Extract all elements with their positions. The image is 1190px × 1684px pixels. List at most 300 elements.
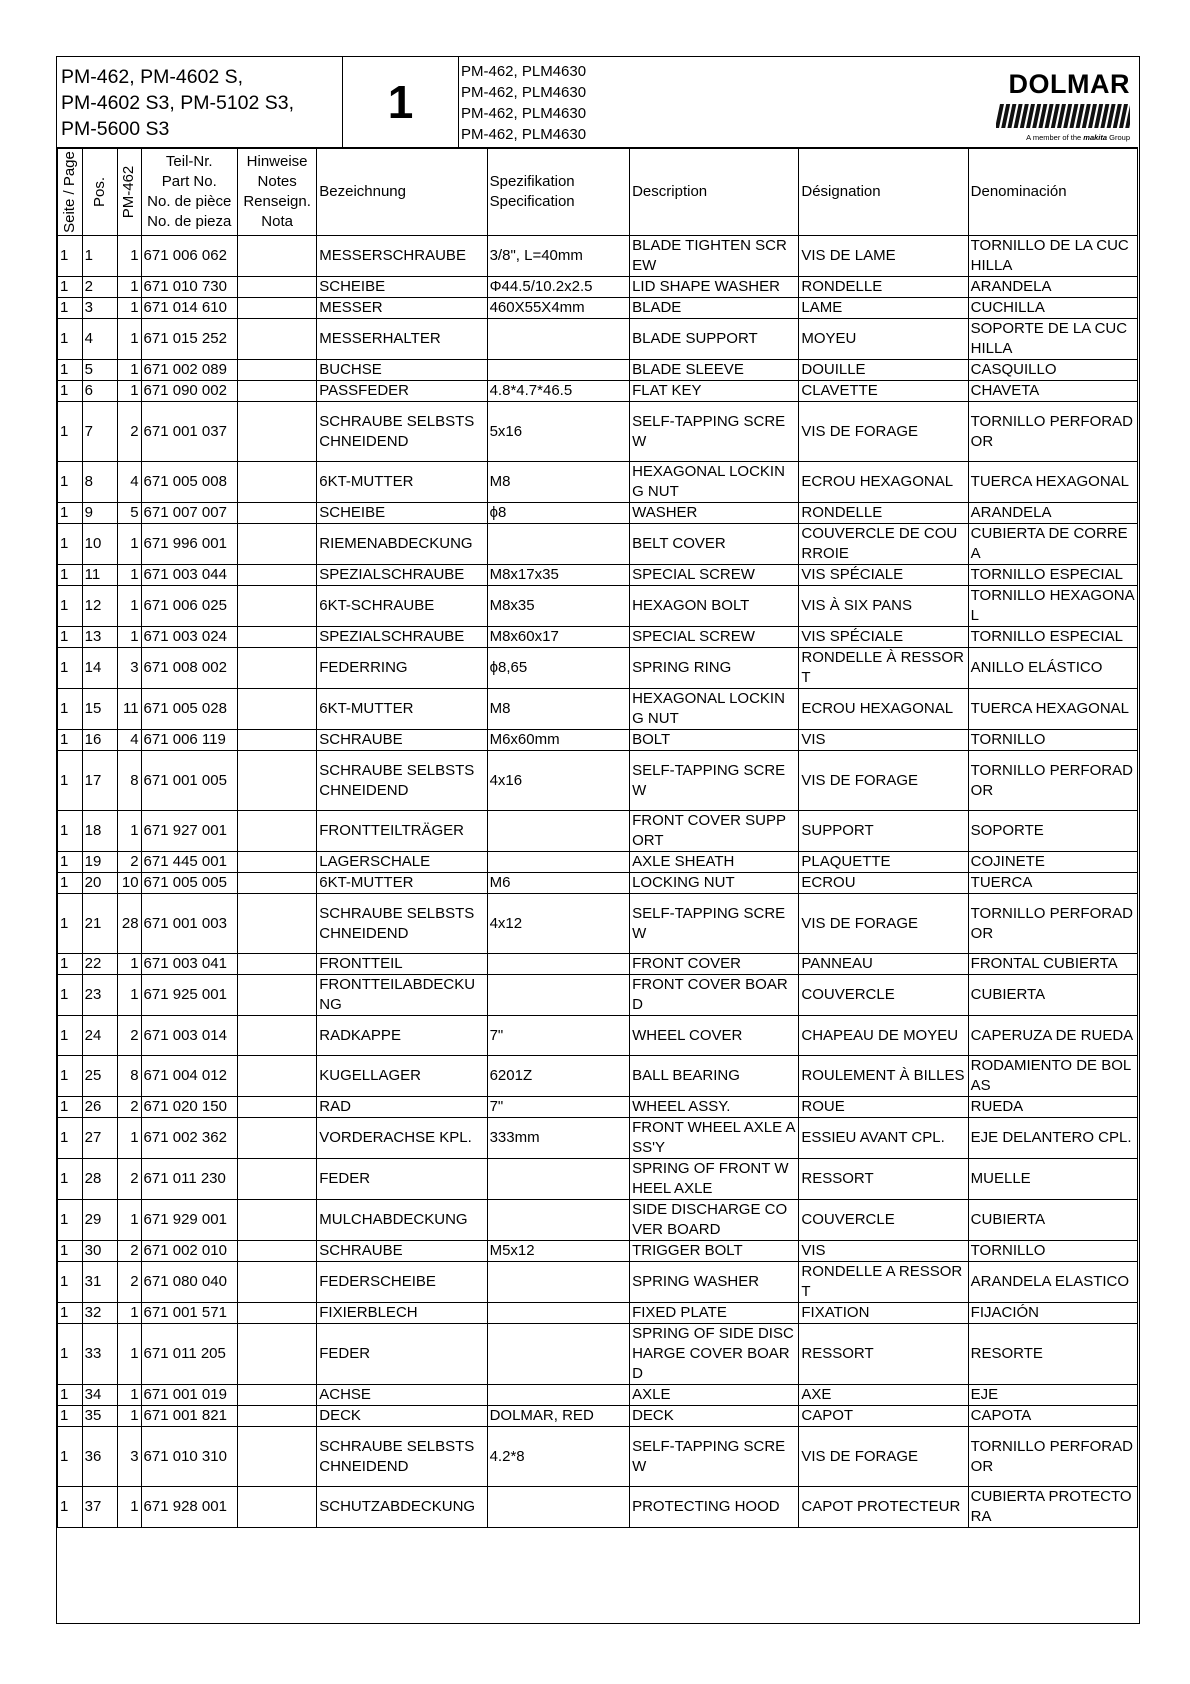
cell-notes	[237, 954, 316, 975]
cell-pos: 21	[82, 894, 117, 954]
cell-designation: RONDELLE À RESSORT	[799, 648, 968, 689]
cell-qty: 1	[117, 360, 141, 381]
table-row	[58, 1118, 1138, 1159]
cell-denominacion: CAPERUZA DE RUEDA	[968, 1016, 1137, 1056]
cell-bezeichnung: PASSFEDER	[317, 381, 487, 402]
cell-description: SPECIAL SCREW	[630, 565, 799, 586]
cell-bezeichnung: RAD	[317, 1097, 487, 1118]
cell-pos: 18	[82, 811, 117, 852]
model-line: PM-4602 S3, PM-5102 S3,	[61, 92, 295, 114]
cell-bezeichnung: SCHRAUBE SELBSTSCHNEIDEND	[317, 1427, 487, 1487]
cell-spec	[487, 1262, 630, 1303]
cell-notes	[237, 730, 316, 751]
cell-designation: VIS SPÉCIALE	[799, 565, 968, 586]
cell-part-no: 671 927 001	[141, 811, 237, 852]
cell-page: 1	[58, 1487, 83, 1528]
table-row	[58, 1385, 1138, 1406]
cell-spec: M8	[487, 689, 630, 730]
cell-bezeichnung: 6KT-MUTTER	[317, 462, 487, 503]
cell-spec: M8x60x17	[487, 627, 630, 648]
cell-designation: ROULEMENT À BILLES	[799, 1056, 968, 1097]
cell-qty: 2	[117, 852, 141, 873]
cell-designation: COUVERCLE	[799, 975, 968, 1016]
cell-qty: 1	[117, 627, 141, 648]
cell-designation: COUVERCLE DE COURROIE	[799, 524, 968, 565]
cell-notes	[237, 277, 316, 298]
cell-bezeichnung: SCHRAUBE SELBSTSCHNEIDEND	[317, 402, 487, 462]
cell-part-no: 671 005 008	[141, 462, 237, 503]
cell-description: FRONT COVER	[630, 954, 799, 975]
cell-page: 1	[58, 1241, 83, 1262]
cell-denominacion: FIJACIÓN	[968, 1303, 1137, 1324]
cell-page: 1	[58, 873, 83, 894]
cell-denominacion: TORNILLO ESPECIAL	[968, 627, 1137, 648]
cell-part-no: 671 002 362	[141, 1118, 237, 1159]
cell-bezeichnung: 6KT-MUTTER	[317, 689, 487, 730]
cell-spec: 5x16	[487, 402, 630, 462]
cell-notes	[237, 503, 316, 524]
table-row	[58, 1324, 1138, 1385]
cell-pos: 25	[82, 1056, 117, 1097]
cell-description: PROTECTING HOOD	[630, 1487, 799, 1528]
cell-page: 1	[58, 277, 83, 298]
cell-notes	[237, 319, 316, 360]
table-row	[58, 894, 1138, 954]
cell-spec: ϕ8	[487, 503, 630, 524]
plm-line: PM-462, PLM4630	[461, 126, 587, 143]
cell-qty: 1	[117, 1324, 141, 1385]
cell-spec	[487, 1200, 630, 1241]
cell-denominacion: RESORTE	[968, 1324, 1137, 1385]
table-row-empty	[58, 1528, 1138, 1552]
cell-part-no: 671 006 062	[141, 236, 237, 277]
cell-bezeichnung: SCHRAUBE SELBSTSCHNEIDEND	[317, 751, 487, 811]
cell-pos: 4	[82, 319, 117, 360]
cell-notes	[237, 1200, 316, 1241]
cell-designation: MOYEU	[799, 319, 968, 360]
cell-denominacion: TUERCA	[968, 873, 1137, 894]
cell-part-no: 671 003 014	[141, 1016, 237, 1056]
cell-bezeichnung: RIEMENABDECKUNG	[317, 524, 487, 565]
cell-description: FRONT COVER BOARD	[630, 975, 799, 1016]
cell-qty: 1	[117, 811, 141, 852]
cell-pos: 19	[82, 852, 117, 873]
cell-bezeichnung: ACHSE	[317, 1385, 487, 1406]
cell-description: FIXED PLATE	[630, 1303, 799, 1324]
cell-spec	[487, 360, 630, 381]
cell-page: 1	[58, 1097, 83, 1118]
cell-bezeichnung: FEDER	[317, 1159, 487, 1200]
cell-qty: 1	[117, 236, 141, 277]
cell-designation: PANNEAU	[799, 954, 968, 975]
cell-notes	[237, 1406, 316, 1427]
cell-bezeichnung: DECK	[317, 1406, 487, 1427]
cell-bezeichnung: FRONTTEILTRÄGER	[317, 811, 487, 852]
cell-bezeichnung: SCHRAUBE	[317, 1241, 487, 1262]
cell-qty: 1	[117, 1303, 141, 1324]
cell-pos: 22	[82, 954, 117, 975]
cell-part-no: 671 003 044	[141, 565, 237, 586]
cell-page: 1	[58, 689, 83, 730]
col-header-part-no: Teil-Nr. Part No. No. de pièce No. de pieza	[141, 149, 237, 236]
cell-designation: VIS DE LAME	[799, 236, 968, 277]
table-row	[58, 381, 1138, 402]
cell-pos: 26	[82, 1097, 117, 1118]
cell-qty: 2	[117, 1097, 141, 1118]
cell-page: 1	[58, 360, 83, 381]
col-header-qty: PM-462	[117, 149, 141, 236]
table-row	[58, 811, 1138, 852]
cell-page: 1	[58, 1159, 83, 1200]
cell-part-no: 671 008 002	[141, 648, 237, 689]
cell-pos: 27	[82, 1118, 117, 1159]
cell-notes	[237, 811, 316, 852]
table-row	[58, 1262, 1138, 1303]
col-header-page: Seite / Page	[58, 149, 83, 236]
cell-qty: 1	[117, 298, 141, 319]
cell-denominacion: TORNILLO PERFORADOR	[968, 894, 1137, 954]
cell-part-no: 671 925 001	[141, 975, 237, 1016]
cell-part-no: 671 011 230	[141, 1159, 237, 1200]
table-row	[58, 298, 1138, 319]
cell-pos: 28	[82, 1159, 117, 1200]
cell-denominacion: TORNILLO HEXAGONAL	[968, 586, 1137, 627]
cell-qty: 1	[117, 975, 141, 1016]
cell-bezeichnung: SCHEIBE	[317, 503, 487, 524]
cell-denominacion: SOPORTE	[968, 811, 1137, 852]
cell-description: FRONT WHEEL AXLE ASS'Y	[630, 1118, 799, 1159]
cell-qty: 1	[117, 1385, 141, 1406]
plm-line: PM-462, PLM4630	[461, 63, 587, 80]
cell-notes	[237, 1262, 316, 1303]
cell-qty: 8	[117, 751, 141, 811]
cell-denominacion: TUERCA HEXAGONAL	[968, 689, 1137, 730]
cell-part-no: 671 005 005	[141, 873, 237, 894]
cell-qty: 10	[117, 873, 141, 894]
cell-denominacion: MUELLE	[968, 1159, 1137, 1200]
cell-notes	[237, 1427, 316, 1487]
cell-description: SELF-TAPPING SCREW	[630, 751, 799, 811]
cell-denominacion: EJE DELANTERO CPL.	[968, 1118, 1137, 1159]
cell-spec: 7"	[487, 1097, 630, 1118]
cell-spec: M8	[487, 462, 630, 503]
cell-qty: 4	[117, 462, 141, 503]
cell-page: 1	[58, 236, 83, 277]
cell-description: BLADE SLEEVE	[630, 360, 799, 381]
cell-part-no: 671 080 040	[141, 1262, 237, 1303]
cell-page: 1	[58, 1303, 83, 1324]
cell-denominacion: ARANDELA	[968, 503, 1137, 524]
cell-pos: 34	[82, 1385, 117, 1406]
cell-spec: 7"	[487, 1016, 630, 1056]
cell-notes	[237, 975, 316, 1016]
cell-part-no: 671 001 037	[141, 402, 237, 462]
cell-bezeichnung: MESSER	[317, 298, 487, 319]
cell-spec	[487, 524, 630, 565]
cell-spec: DOLMAR, RED	[487, 1406, 630, 1427]
cell-denominacion: TUERCA HEXAGONAL	[968, 462, 1137, 503]
cell-qty: 1	[117, 319, 141, 360]
cell-description: BOLT	[630, 730, 799, 751]
cell-spec: 333mm	[487, 1118, 630, 1159]
cell-page: 1	[58, 751, 83, 811]
cell-description: SELF-TAPPING SCREW	[630, 1427, 799, 1487]
cell-qty: 11	[117, 689, 141, 730]
cell-designation: CAPOT	[799, 1406, 968, 1427]
cell-pos: 11	[82, 565, 117, 586]
logo-stripes-icon	[996, 104, 1130, 128]
cell-qty: 2	[117, 402, 141, 462]
cell-part-no: 671 010 310	[141, 1427, 237, 1487]
cell-pos: 30	[82, 1241, 117, 1262]
cell-notes	[237, 381, 316, 402]
table-row	[58, 852, 1138, 873]
table-row	[58, 503, 1138, 524]
cell-designation: ROUE	[799, 1097, 968, 1118]
cell-part-no: 671 015 252	[141, 319, 237, 360]
cell-notes	[237, 1324, 316, 1385]
table-row	[58, 730, 1138, 751]
cell-description: DECK	[630, 1406, 799, 1427]
cell-denominacion: ARANDELA ELASTICO	[968, 1262, 1137, 1303]
cell-pos: 9	[82, 503, 117, 524]
cell-spec: M8x17x35	[487, 565, 630, 586]
cell-pos: 37	[82, 1487, 117, 1528]
cell-notes	[237, 586, 316, 627]
cell-pos: 14	[82, 648, 117, 689]
cell-bezeichnung: FEDER	[317, 1324, 487, 1385]
cell-part-no: 671 001 003	[141, 894, 237, 954]
cell-notes	[237, 1303, 316, 1324]
cell-denominacion: EJE	[968, 1385, 1137, 1406]
cell-part-no: 671 996 001	[141, 524, 237, 565]
cell-part-no: 671 007 007	[141, 503, 237, 524]
cell-pos: 5	[82, 360, 117, 381]
cell-description: AXLE SHEATH	[630, 852, 799, 873]
cell-designation: VIS SPÉCIALE	[799, 627, 968, 648]
cell-denominacion: ARANDELA	[968, 277, 1137, 298]
cell-designation: DOUILLE	[799, 360, 968, 381]
cell-denominacion: CASQUILLO	[968, 360, 1137, 381]
cell-designation: AXE	[799, 1385, 968, 1406]
parts-table	[57, 148, 1138, 1552]
cell-part-no: 671 010 730	[141, 277, 237, 298]
cell-description: SELF-TAPPING SCREW	[630, 894, 799, 954]
cell-description: AXLE	[630, 1385, 799, 1406]
cell-page: 1	[58, 975, 83, 1016]
table-row	[58, 462, 1138, 503]
cell-part-no: 671 929 001	[141, 1200, 237, 1241]
cell-bezeichnung: SPEZIALSCHRAUBE	[317, 565, 487, 586]
cell-notes	[237, 402, 316, 462]
cell-bezeichnung: 6KT-SCHRAUBE	[317, 586, 487, 627]
cell-description: SPECIAL SCREW	[630, 627, 799, 648]
table-row	[58, 1200, 1138, 1241]
cell-notes	[237, 689, 316, 730]
cell-designation: ECROU HEXAGONAL	[799, 462, 968, 503]
table-row	[58, 319, 1138, 360]
cell-description: SPRING WASHER	[630, 1262, 799, 1303]
cell-page: 1	[58, 648, 83, 689]
cell-page: 1	[58, 1200, 83, 1241]
cell-part-no: 671 006 025	[141, 586, 237, 627]
col-header-bezeichnung: Bezeichnung	[317, 149, 487, 236]
cell-part-no: 671 445 001	[141, 852, 237, 873]
table-row	[58, 975, 1138, 1016]
cell-description: FLAT KEY	[630, 381, 799, 402]
cell-denominacion: TORNILLO ESPECIAL	[968, 565, 1137, 586]
cell-notes	[237, 648, 316, 689]
cell-notes	[237, 1241, 316, 1262]
cell-pos: 20	[82, 873, 117, 894]
cell-page: 1	[58, 627, 83, 648]
table-row	[58, 402, 1138, 462]
cell-pos: 23	[82, 975, 117, 1016]
cell-page: 1	[58, 524, 83, 565]
col-header-designation: Désignation	[799, 149, 968, 236]
cell-qty: 1	[117, 586, 141, 627]
cell-spec	[487, 852, 630, 873]
cell-spec: 4x12	[487, 894, 630, 954]
cell-denominacion: CHAVETA	[968, 381, 1137, 402]
cell-description: BALL BEARING	[630, 1056, 799, 1097]
cell-denominacion: RUEDA	[968, 1097, 1137, 1118]
cell-pos: 31	[82, 1262, 117, 1303]
cell-page: 1	[58, 565, 83, 586]
cell-spec	[487, 811, 630, 852]
cell-spec	[487, 1159, 630, 1200]
cell-bezeichnung: SCHRAUBE	[317, 730, 487, 751]
cell-qty: 5	[117, 503, 141, 524]
cell-qty: 2	[117, 1262, 141, 1303]
cell-page: 1	[58, 1056, 83, 1097]
cell-description: WHEEL COVER	[630, 1016, 799, 1056]
cell-description: WHEEL ASSY.	[630, 1097, 799, 1118]
logo-tagline: A member of the makita Group	[1026, 133, 1130, 142]
table-row	[58, 751, 1138, 811]
col-header-pos: Pos.	[82, 149, 117, 236]
cell-pos: 7	[82, 402, 117, 462]
table-row	[58, 360, 1138, 381]
dolmar-logo	[994, 69, 1130, 142]
cell-page: 1	[58, 894, 83, 954]
cell-pos: 1	[82, 236, 117, 277]
cell-description: LID SHAPE WASHER	[630, 277, 799, 298]
cell-page: 1	[58, 503, 83, 524]
cell-part-no: 671 001 821	[141, 1406, 237, 1427]
cell-denominacion: COJINETE	[968, 852, 1137, 873]
table-header-row	[58, 149, 1138, 236]
cell-spec	[487, 1487, 630, 1528]
cell-denominacion: TORNILLO	[968, 730, 1137, 751]
cell-notes	[237, 524, 316, 565]
cell-denominacion: TORNILLO PERFORADOR	[968, 751, 1137, 811]
plm-line: PM-462, PLM4630	[461, 84, 587, 101]
cell-bezeichnung: FRONTTEILABDECKUNG	[317, 975, 487, 1016]
cell-qty: 1	[117, 277, 141, 298]
table-row	[58, 1016, 1138, 1056]
cell-pos: 3	[82, 298, 117, 319]
cell-spec: M5x12	[487, 1241, 630, 1262]
cell-designation: ECROU HEXAGONAL	[799, 689, 968, 730]
cell-page: 1	[58, 319, 83, 360]
cell-spec	[487, 1303, 630, 1324]
cell-notes	[237, 751, 316, 811]
table-row	[58, 565, 1138, 586]
cell-bezeichnung: SPEZIALSCHRAUBE	[317, 627, 487, 648]
cell-denominacion: TORNILLO PERFORADOR	[968, 1427, 1137, 1487]
cell-pos: 15	[82, 689, 117, 730]
cell-description: HEXAGONAL LOCKING NUT	[630, 689, 799, 730]
cell-description: SPRING RING	[630, 648, 799, 689]
cell-notes	[237, 1487, 316, 1528]
cell-qty: 1	[117, 1406, 141, 1427]
cell-notes	[237, 852, 316, 873]
cell-designation: COUVERCLE	[799, 1200, 968, 1241]
cell-spec: 4.8*4.7*46.5	[487, 381, 630, 402]
cell-page: 1	[58, 852, 83, 873]
cell-designation: RESSORT	[799, 1159, 968, 1200]
cell-designation: RESSORT	[799, 1324, 968, 1385]
cell-page: 1	[58, 954, 83, 975]
cell-spec	[487, 319, 630, 360]
cell-page: 1	[58, 402, 83, 462]
cell-denominacion: RODAMIENTO DE BOLAS	[968, 1056, 1137, 1097]
col-header-notes: Hinweise Notes Renseign. Nota	[237, 149, 316, 236]
cell-bezeichnung: 6KT-MUTTER	[317, 873, 487, 894]
cell-notes	[237, 298, 316, 319]
cell-pos: 2	[82, 277, 117, 298]
cell-pos: 32	[82, 1303, 117, 1324]
table-row	[58, 873, 1138, 894]
parts-list-sheet	[56, 56, 1140, 1624]
cell-description: HEXAGONAL LOCKING NUT	[630, 462, 799, 503]
cell-page: 1	[58, 298, 83, 319]
cell-designation: SUPPORT	[799, 811, 968, 852]
cell-notes	[237, 1118, 316, 1159]
cell-pos: 6	[82, 381, 117, 402]
table-row	[58, 1303, 1138, 1324]
cell-pos: 17	[82, 751, 117, 811]
cell-description: LOCKING NUT	[630, 873, 799, 894]
cell-designation: VIS DE FORAGE	[799, 402, 968, 462]
cell-spec	[487, 1324, 630, 1385]
cell-denominacion: CUBIERTA PROTECTORA	[968, 1487, 1137, 1528]
cell-spec: ϕ8,65	[487, 648, 630, 689]
cell-pos: 8	[82, 462, 117, 503]
cell-pos: 24	[82, 1016, 117, 1056]
cell-qty: 1	[117, 1200, 141, 1241]
cell-qty: 28	[117, 894, 141, 954]
cell-spec: M8x35	[487, 586, 630, 627]
cell-notes	[237, 1016, 316, 1056]
cell-denominacion: TORNILLO DE LA CUCHILLA	[968, 236, 1137, 277]
cell-page: 1	[58, 730, 83, 751]
cell-designation: LAME	[799, 298, 968, 319]
table-row	[58, 689, 1138, 730]
plm-list	[461, 61, 586, 145]
cell-notes	[237, 462, 316, 503]
cell-designation: CLAVETTE	[799, 381, 968, 402]
cell-bezeichnung: FRONTTEIL	[317, 954, 487, 975]
cell-pos: 36	[82, 1427, 117, 1487]
cell-qty: 1	[117, 565, 141, 586]
logo-wordmark: DOLMAR	[1008, 69, 1130, 99]
cell-designation: ESSIEU AVANT CPL.	[799, 1118, 968, 1159]
cell-pos: 13	[82, 627, 117, 648]
cell-part-no: 671 002 010	[141, 1241, 237, 1262]
cell-designation: CAPOT PROTECTEUR	[799, 1487, 968, 1528]
